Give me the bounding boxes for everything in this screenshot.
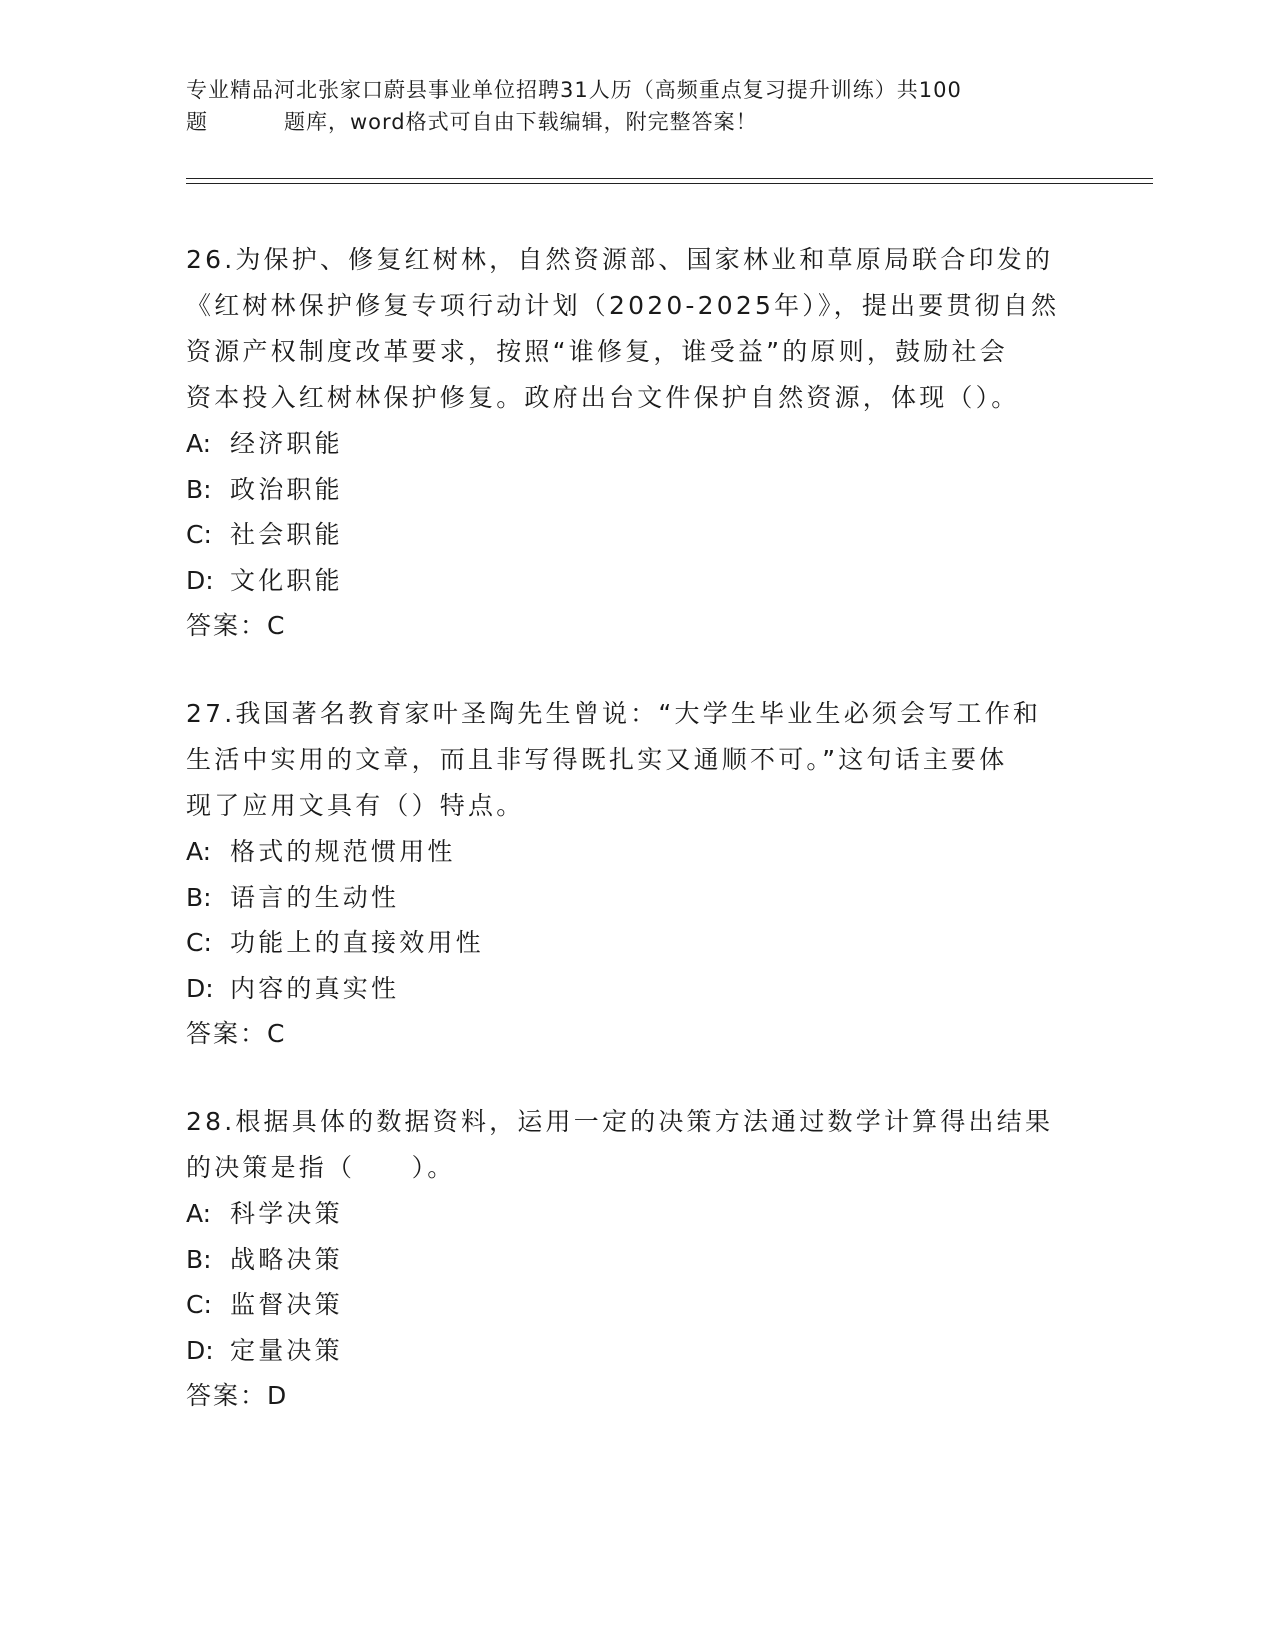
option-a bbox=[186, 1191, 1086, 1237]
option-key: B: bbox=[186, 882, 212, 912]
option-key: D: bbox=[186, 1335, 214, 1365]
option-text: 监督决策 bbox=[230, 1290, 343, 1319]
question-26 bbox=[186, 237, 1086, 648]
option-c bbox=[186, 512, 1086, 558]
question-list bbox=[186, 237, 1086, 1461]
answer-line: 答案：C bbox=[186, 1019, 287, 1048]
option-text: 定量决策 bbox=[230, 1335, 343, 1365]
option-text: 社会职能 bbox=[230, 520, 343, 549]
option-text: 文化职能 bbox=[230, 565, 343, 595]
option-b bbox=[186, 1237, 1086, 1283]
option-key: A: bbox=[186, 429, 212, 458]
option-a bbox=[186, 829, 1086, 875]
option-key: D: bbox=[186, 565, 214, 595]
question-text-line: 生活中实用的文章，而且非写得既扎实又通顺不可。”这句话主要体 bbox=[186, 745, 1008, 774]
option-text: 内容的真实性 bbox=[230, 973, 400, 1003]
option-key: A: bbox=[186, 1199, 212, 1228]
header-divider-top bbox=[186, 178, 1153, 179]
option-d bbox=[186, 558, 1086, 604]
option-text: 政治职能 bbox=[230, 474, 343, 504]
question-text-line: 26.为保护、修复红树林，自然资源部、国家林业和草原局联合印发的 bbox=[186, 245, 1054, 274]
option-d bbox=[186, 966, 1086, 1012]
option-key: D: bbox=[186, 973, 214, 1003]
header-divider-bottom bbox=[186, 183, 1153, 184]
answer-line: 答案：D bbox=[186, 1381, 289, 1410]
option-text: 格式的规范惯用性 bbox=[230, 837, 456, 866]
question-text-line: 《红树林保护修复专项行动计划（2020-2025年）》，提出要贯彻自然 bbox=[186, 291, 1060, 320]
option-key: C: bbox=[186, 928, 212, 957]
option-key: C: bbox=[186, 1290, 212, 1319]
question-text-line: 现了应用文具有（）特点。 bbox=[186, 791, 525, 820]
header-title-line-2-prefix: 题 bbox=[186, 110, 208, 134]
option-b bbox=[186, 875, 1086, 921]
option-c bbox=[186, 1282, 1086, 1328]
option-key: B: bbox=[186, 1244, 212, 1274]
question-28 bbox=[186, 1099, 1086, 1418]
option-b bbox=[186, 467, 1086, 513]
option-a bbox=[186, 421, 1086, 467]
option-c bbox=[186, 920, 1086, 966]
question-text-line: 28.根据具体的数据资料，运用一定的决策方法通过数学计算得出结果 bbox=[186, 1107, 1054, 1136]
option-text: 语言的生动性 bbox=[230, 882, 400, 912]
question-text-line: 的决策是指（ ）。 bbox=[186, 1153, 456, 1182]
option-text: 经济职能 bbox=[230, 429, 343, 458]
question-text-line: 27.我国著名教育家叶圣陶先生曾说：“大学生毕业生必须会写工作和 bbox=[186, 699, 1042, 728]
question-27 bbox=[186, 691, 1086, 1056]
question-text-line: 资本投入红树林保护修复。政府出台文件保护自然资源，体现（）。 bbox=[186, 383, 1020, 412]
header-title-line-2-text: 题库，word格式可自由下载编辑，附完整答案！ bbox=[284, 110, 758, 134]
header-title-line-1: 专业精品河北张家口蔚县事业单位招聘31人历（高频重点复习提升训练）共100 bbox=[186, 78, 962, 102]
option-d bbox=[186, 1328, 1086, 1374]
header-title-line-2 bbox=[186, 106, 1086, 138]
option-text: 战略决策 bbox=[230, 1244, 343, 1274]
option-key: C: bbox=[186, 520, 212, 549]
option-key: B: bbox=[186, 474, 212, 504]
document-header bbox=[186, 74, 1086, 138]
option-text: 功能上的直接效用性 bbox=[230, 928, 484, 957]
option-text: 科学决策 bbox=[230, 1199, 343, 1228]
option-key: A: bbox=[186, 837, 212, 866]
question-text-line: 资源产权制度改革要求，按照“谁修复，谁受益”的原则，鼓励社会 bbox=[186, 337, 1008, 366]
answer-line: 答案：C bbox=[186, 611, 287, 640]
